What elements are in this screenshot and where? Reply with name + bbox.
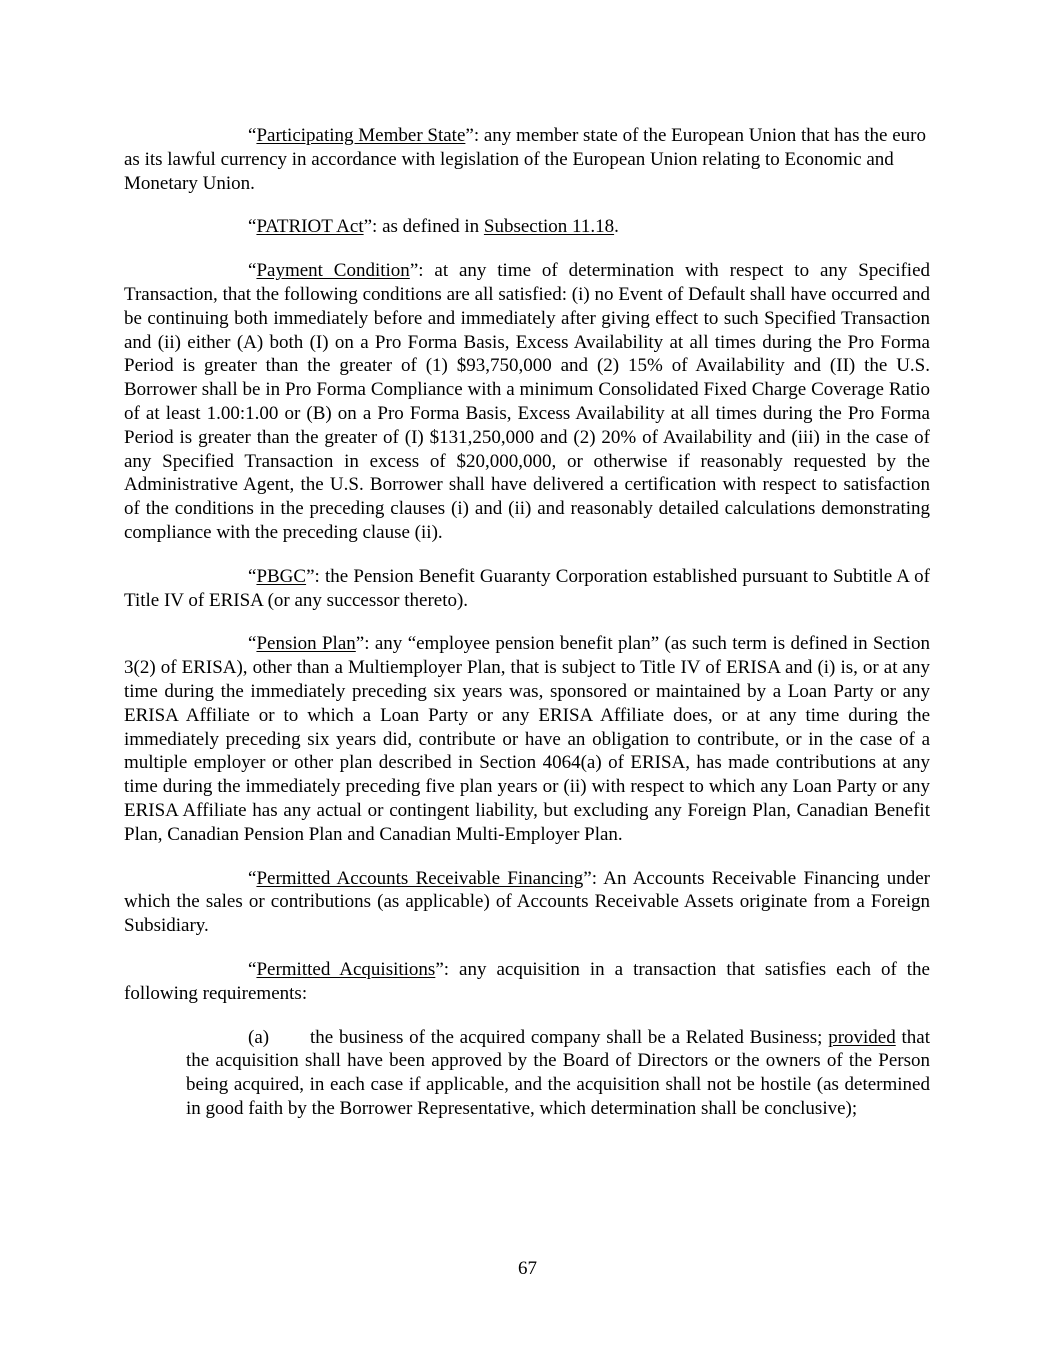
defined-term: PATRIOT Act <box>256 216 364 238</box>
clause-text-continued: that the acquisition shall have been approved by the Board of Directors or the owners of the Person being acquired, in each case if applicable, and the acquisition shall not be hostile (as determined in good faith by the Borrower Representative, which determination shall be conclusive); <box>186 1026 930 1119</box>
definition-permitted-acquisitions <box>124 958 930 1006</box>
definition-payment-condition <box>124 259 930 545</box>
definition-text: ”: at any time of determination with respect to any Specified Transaction, that the following conditions are all satisfied: (i) no Event of Default shall have occurred and be continuing both immediately before and immediately after giving effect to such Specified Transaction and (ii) either (A) both (I) on a Pro Forma Basis, Excess Availability at all times during the Pro Forma Period is greater than the greater of (1) $93,750,000 and (2) 15% of Availability and (II) the U.S. Borrower shall be in Pro Forma Compliance with a minimum Consolidated Fixed Charge Coverage Ratio of at least 1.00:1.00 or (B) on a Pro Forma Basis, Excess Availability at all times during the Pro Forma Period is greater than the greater of (I) $131,250,000 and (2) 20% of Availability and (iii) in the case of any Specified Transaction in excess of $20,000,000, or otherwise if reasonably requested by the Administrative Agent, the U.S. Borrower shall have delivered a certification with respect to satisfaction of the conditions in the preceding clauses (i) and (ii) and reasonably detailed calculations demonstrating compliance with the preceding clause (ii). <box>124 260 931 543</box>
definition-participating-member-state <box>124 124 930 195</box>
open-quote: “ <box>248 867 257 889</box>
clause-number: (a) <box>248 1026 270 1048</box>
open-quote: “ <box>248 958 257 980</box>
definition-text: ”: the Pension Benefit Guaranty Corporation established pursuant to Subtitle A of Title IV of ERISA (or any successor thereto). <box>124 565 930 611</box>
open-quote: “ <box>248 565 257 587</box>
definition-end: . <box>614 216 619 238</box>
definition-text: ”: any member state of the European Union that has the euro as its lawful currency in accordance with legislation of the European Union relating to Economic and Monetary Union. <box>124 125 926 194</box>
document-page <box>124 124 930 1121</box>
definition-permitted-ar-financing <box>124 867 930 938</box>
definition-text: ”: An Accounts Receivable Financing under which the sales or contributions (as applicable) of Accounts Receivable Assets originate from a Foreign Subsidiary. <box>124 867 930 937</box>
open-quote: “ <box>248 216 257 238</box>
open-quote: “ <box>248 125 257 146</box>
defined-term: Pension Plan <box>256 633 356 655</box>
clause-a <box>186 1026 930 1121</box>
defined-term: Participating Member State <box>256 125 466 146</box>
definition-pension-plan <box>124 632 930 846</box>
page-number: 67 <box>518 1258 537 1279</box>
definition-patriot-act <box>124 215 930 239</box>
defined-term: Permitted Accounts Receivable Financing <box>256 867 584 889</box>
proviso-term: provided <box>828 1026 896 1048</box>
definition-text: ”: any “employee pension benefit plan” (as such term is defined in Section 3(2) of ERISA), other than a Multiemployer Plan, that is subject to Title IV of ERISA and (i) is, or at any time during the immediately preceding six years was, sponsored or maintained by a Loan Party or any ERISA Affiliate or to which a Loan Party or any ERISA Affiliate does, or at any time during the immediately preceding six years did, contribute or have an obligation to contribute, or in the case of a multiple employer or other plan described in Section 4064(a) of ERISA, has made contributions at any time during the immediately preceding five plan years or (ii) with respect to which any Loan Party or any ERISA Affiliate has any actual or contingent liability, but excluding any Foreign Plan, Canadian Benefit Plan, Canadian Pension Plan and Canadian Multi-Employer Plan. <box>124 633 931 845</box>
clause-text: the business of the acquired company shall be a Related Business; <box>310 1026 829 1048</box>
cross-reference: Subsection 11.18 <box>483 216 615 238</box>
defined-term: Payment Condition <box>256 260 410 282</box>
defined-term: Permitted Acquisitions <box>256 958 436 980</box>
open-quote: “ <box>248 260 257 282</box>
definition-text: ”: any acquisition in a transaction that satisfies each of the following requirements: <box>124 958 930 1004</box>
open-quote: “ <box>248 633 257 655</box>
defined-term: PBGC <box>256 565 307 587</box>
definition-text: ”: as defined in <box>363 216 484 238</box>
definition-pbgc <box>124 565 930 613</box>
